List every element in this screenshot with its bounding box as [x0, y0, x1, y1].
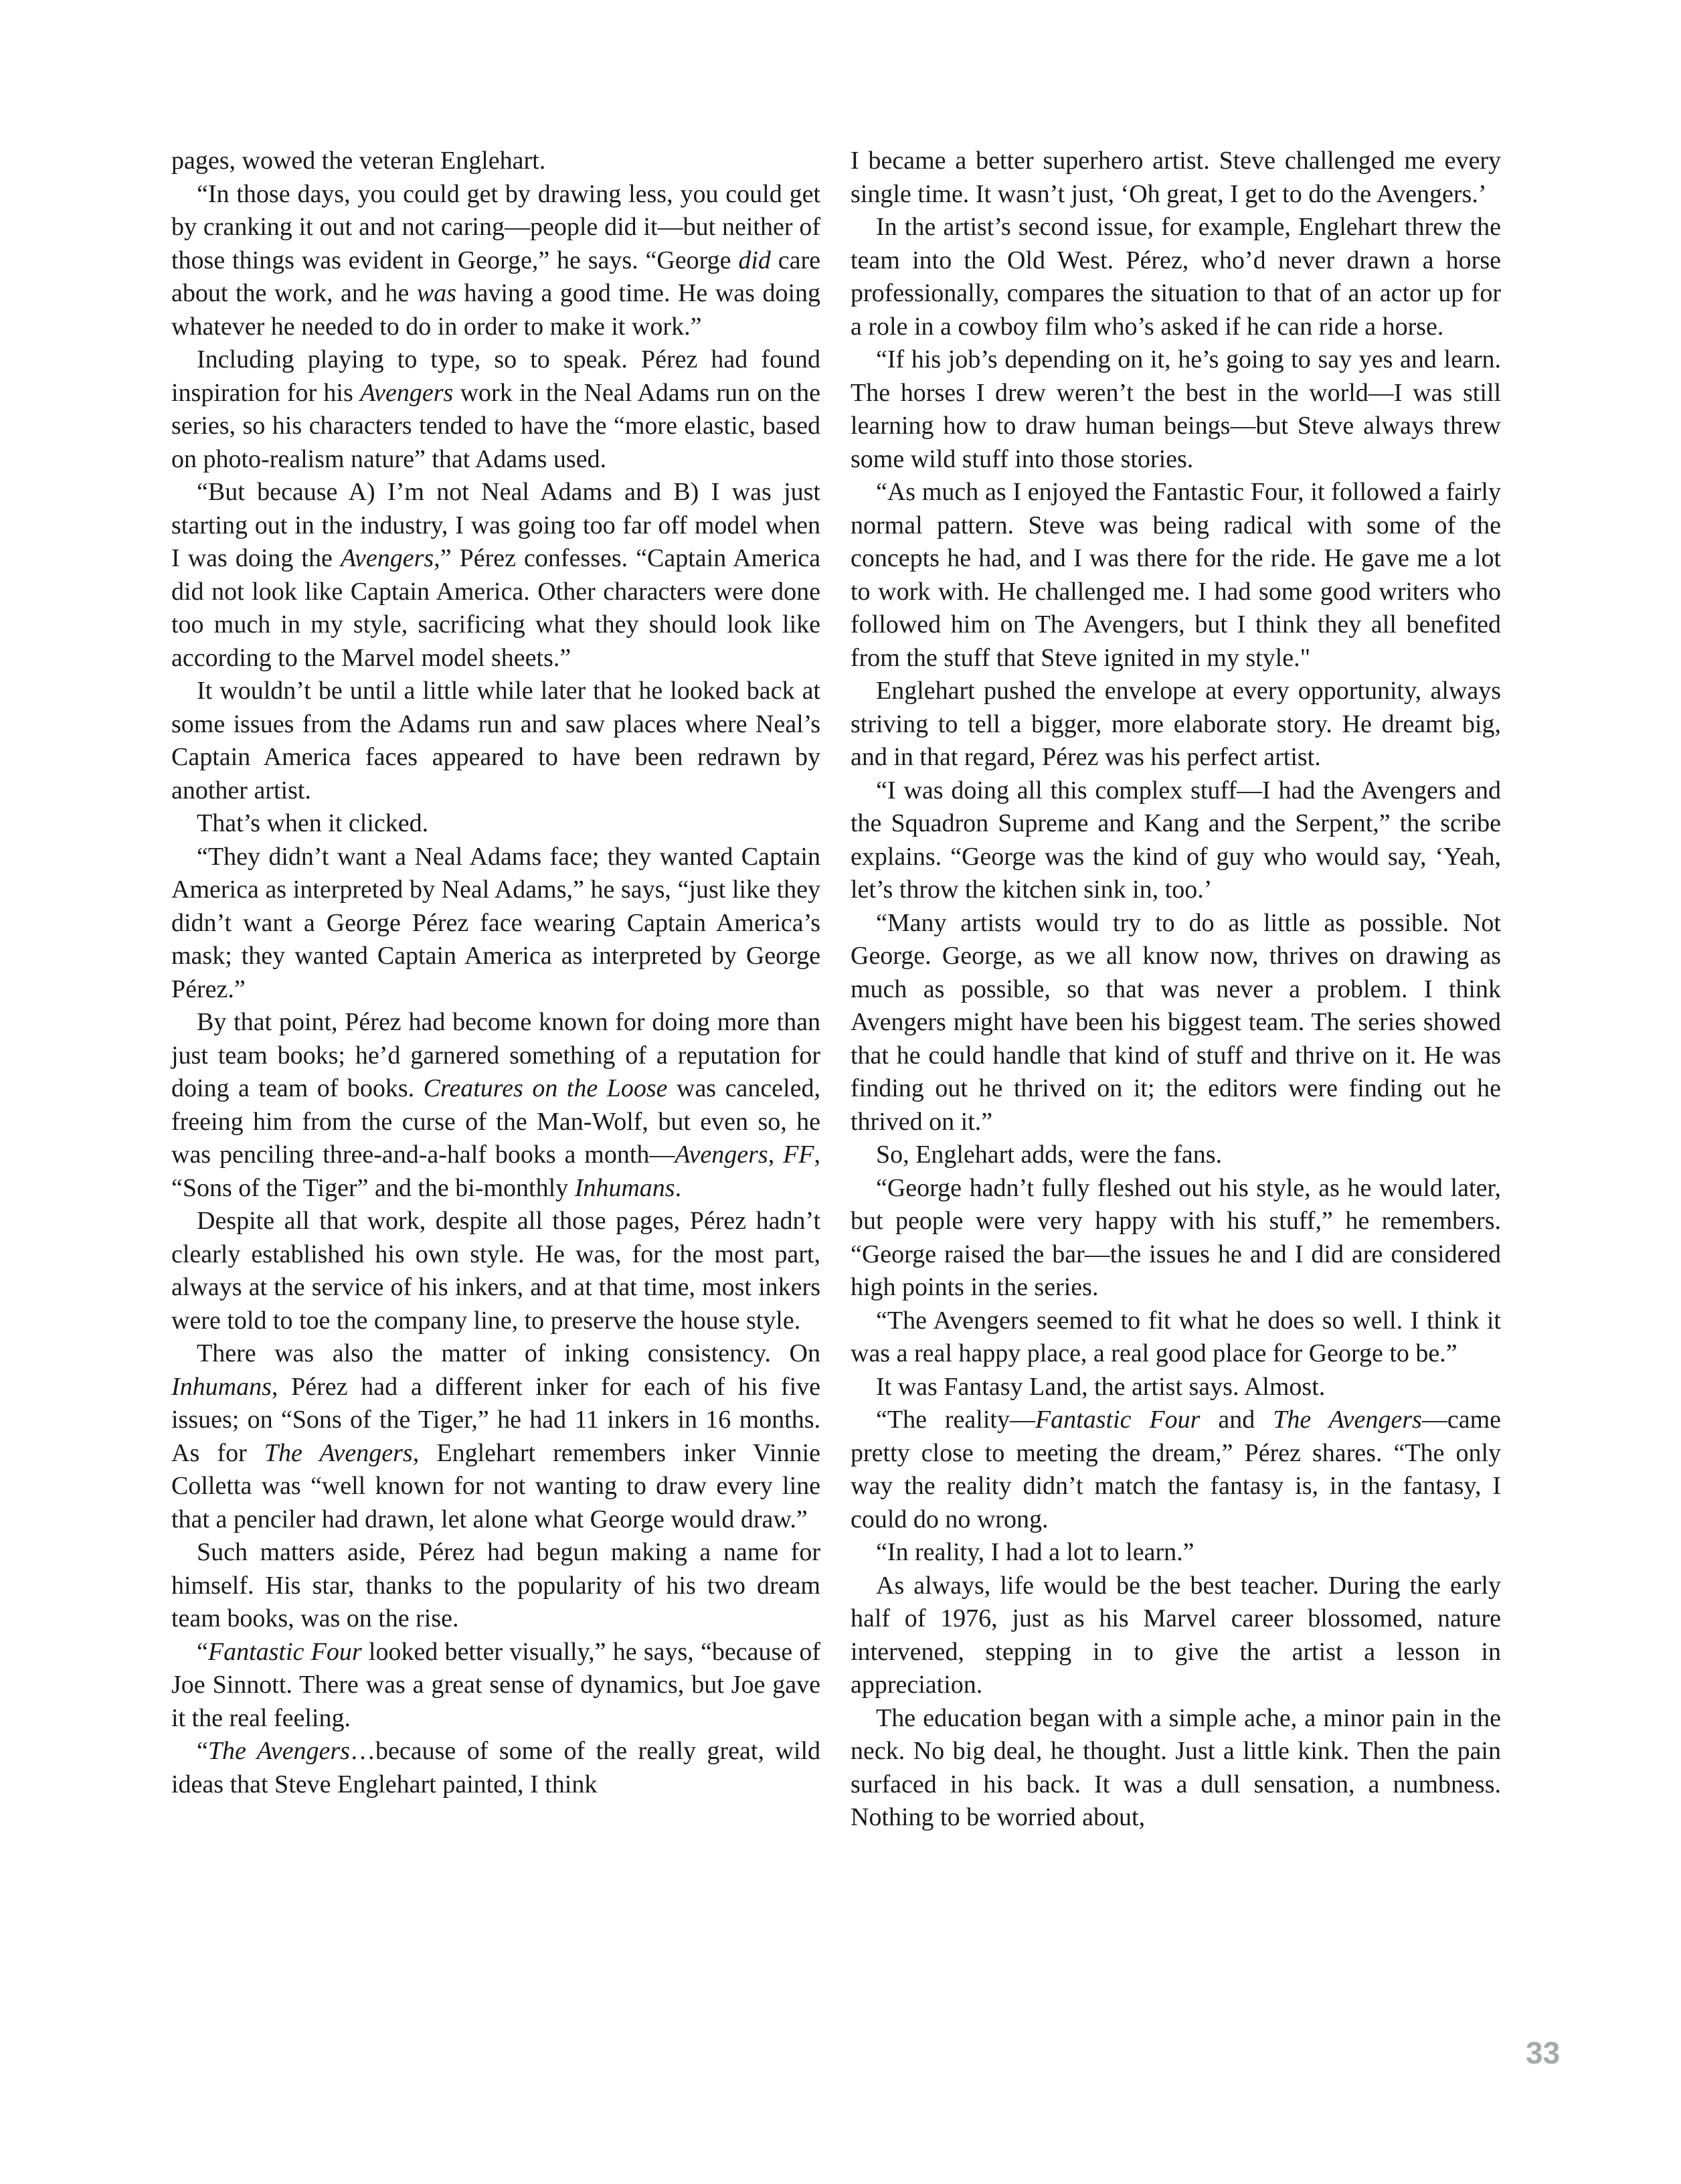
- paragraph: [851, 675, 1501, 774]
- text-run: ,: [768, 1141, 784, 1169]
- text-run: and: [1200, 1406, 1273, 1434]
- italic-title: The Avengers: [207, 1737, 350, 1765]
- italic-title: Avengers: [675, 1141, 768, 1169]
- italic-title: did: [738, 246, 771, 274]
- text-run: “I was doing all this complex stuff—I had the Avengers and the Squadron Supreme and Kang and the Serpent,” the scribe explains. “George was the kind of guy who would say, ‘Yeah, let’s throw the kitchen sink in, too.’: [851, 776, 1501, 904]
- text-run: In the artist’s second issue, for example, Englehart threw the team into the Old West. Pérez, who’d never drawn a horse professionally, compares the situation to that of an actor up for a role in a cowboy film who’s asked if he can ride a horse.: [851, 213, 1501, 341]
- text-run: There was also the matter of inking consistency. On: [197, 1339, 820, 1367]
- paragraph: [851, 1570, 1501, 1702]
- text-run: .: [675, 1173, 682, 1202]
- paragraph: [851, 145, 1501, 211]
- italic-title: Creatures on the Loose: [423, 1074, 668, 1102]
- paragraph: [171, 1205, 820, 1337]
- page-number: 33: [1526, 2035, 1561, 2070]
- italic-title: Inhumans: [171, 1372, 272, 1401]
- paragraph: [851, 1702, 1501, 1835]
- text-run: “They didn’t want a Neal Adams face; they wanted Captain America as interpreted by Neal Adams,” he says, “just like they didn’t want a George Pérez face wearing Captain America’s mask; they wanted Captain America as interpreted by George Pérez.”: [171, 842, 820, 1003]
- paragraph: [171, 1006, 820, 1205]
- text-run: That’s when it clicked.: [197, 809, 429, 837]
- paragraph: [171, 476, 820, 675]
- paragraph: [851, 343, 1501, 476]
- paragraph: [851, 1305, 1501, 1371]
- text-run: —came pretty close to meeting the dream,” Pérez shares. “The only way the reality didn’t match the fantasy is, in the fantasy, I could do no wrong.: [851, 1406, 1501, 1533]
- paragraph: [171, 1636, 820, 1736]
- text-run: As always, life would be the best teacher. During the early half of 1976, just as his Marvel career blossomed, nature intervened, stepping in to give the artist a lesson in appreciation.: [851, 1571, 1501, 1699]
- text-run: It was Fantasy Land, the artist says. Almost.: [876, 1372, 1326, 1401]
- text-run: , Englehart remembers inker Vinnie Colletta was “well known for not wanting to draw every line that a penciler had drawn, let alone what George would draw.”: [171, 1438, 820, 1533]
- paragraph: [851, 211, 1501, 343]
- italic-title: Avengers: [340, 544, 434, 572]
- italic-title: Avengers: [360, 378, 454, 407]
- text-run: The education began with a simple ache, a minor pain in the neck. No big deal, he thought. Just a little kink. Then the pain surfaced in his back. It was a dull sensation, a numbness. Nothing to be worried about,: [851, 1703, 1501, 1831]
- text-run: It wouldn’t be until a little while later that he looked back at some issues from the Adams run and saw places where Neal’s Captain America faces appeared to have been redrawn by another artist.: [171, 677, 820, 805]
- text-run: pages, wowed the veteran Englehart.: [171, 147, 546, 175]
- italic-title: Inhumans: [574, 1173, 675, 1202]
- paragraph: [171, 675, 820, 807]
- right-text-column: [851, 145, 1501, 1835]
- paragraph: [171, 178, 820, 344]
- text-run: “: [197, 1637, 208, 1666]
- text-run: , “Sons of the Tiger” and the bi-monthly: [171, 1141, 821, 1202]
- paragraph: [171, 1337, 820, 1536]
- text-run: By that point, Pérez had become known for doing more than just team books; he’d garnered something of a reputation for doing a team of books.: [171, 1008, 820, 1102]
- left-text-column: [171, 145, 820, 1801]
- paragraph: [851, 1139, 1501, 1172]
- text-run: work in the Neal Adams run on the series, so his characters tended to have the “more elastic, based on photo-realism nature” that Adams used.: [171, 378, 820, 473]
- text-run: “Many artists would try to do as little as possible. Not George. George, as we all know now, thrives on drawing as much as possible, so that was never a problem. I think Avengers might have been his biggest team. The series showed that he could handle that kind of stuff and thrive on it. He was finding out he thrived on it; the editors were finding out he thrived on it.”: [851, 908, 1501, 1136]
- paragraph: [851, 774, 1501, 907]
- text-run: Including playing to type, so to speak. Pérez had found inspiration for his: [171, 345, 820, 407]
- text-run: “In reality, I had a lot to learn.”: [876, 1538, 1195, 1566]
- text-run: “The reality—: [876, 1406, 1035, 1434]
- italic-title: FF: [783, 1141, 814, 1169]
- paragraph: [851, 476, 1501, 675]
- paragraph: [851, 1404, 1501, 1536]
- paragraph: [171, 145, 820, 178]
- text-run: “As much as I enjoyed the Fantastic Four, it followed a fairly normal pattern. Steve was being radical with some of the concepts he had, and I was there for the ride. He gave me a lot to work with. He challenged me. I had some good writers who followed him on The Avengers, but I think they all benefited from the stuff that Steve ignited in my style.": [851, 478, 1501, 672]
- text-run: Such matters aside, Pérez had begun making a name for himself. His star, thanks to the popularity of his two dream team books, was on the rise.: [171, 1538, 820, 1632]
- text-run: , Pérez had a different inker for each of his five issues; on “Sons of the Tiger,” he had 11 inkers in 16 months. As for: [171, 1372, 820, 1467]
- text-run: Englehart pushed the envelope at every opportunity, always striving to tell a bigger, more elaborate story. He dreamt big, and in that regard, Pérez was his perfect artist.: [851, 677, 1501, 771]
- paragraph: [851, 1536, 1501, 1570]
- paragraph: [171, 841, 820, 1007]
- text-run: looked better visually,” he says, “because of Joe Sinnott. There was a great sense of dynamics, but Joe gave it the real feeling.: [171, 1637, 821, 1732]
- paragraph: [171, 1735, 820, 1801]
- text-run: “In those days, you could get by drawing less, you could get by cranking it out and not caring—people did it—but neither of those things was evident in George,” he says. “George: [171, 179, 820, 274]
- paragraph: [171, 343, 820, 476]
- text-run: “: [197, 1737, 208, 1765]
- paragraph: [851, 1172, 1501, 1305]
- text-run: “The Avengers seemed to fit what he does so well. I think it was a real happy place, a real good place for George to be.”: [851, 1306, 1501, 1367]
- text-run: care about the work, and he: [171, 246, 820, 307]
- paragraph: [171, 807, 820, 841]
- text-run: ,” Pérez confesses. “Captain America did not look like Captain America. Other characters were done too much in my style, sacrificing what they should look like according to the Marvel model sheets.”: [171, 544, 820, 672]
- italic-title: was: [416, 279, 456, 307]
- italic-title: The Avengers: [264, 1438, 413, 1467]
- text-run: “George hadn’t fully fleshed out his style, as he would later, but people were very happy with his stuff,” he remembers. “George raised the bar—the issues he and I did are considered high points in the series.: [851, 1173, 1501, 1301]
- paragraph: [851, 907, 1501, 1139]
- italic-title: Fantastic Four: [207, 1637, 362, 1666]
- paragraph: [851, 1371, 1501, 1404]
- text-run: …because of some of the really great, wild ideas that Steve Englehart painted, I think: [171, 1737, 821, 1798]
- text-run: So, Englehart adds, were the fans.: [876, 1141, 1223, 1169]
- paragraph: [171, 1536, 820, 1636]
- text-run: having a good time. He was doing whatever he needed to do in order to make it work.”: [171, 279, 820, 341]
- text-run: Despite all that work, despite all those pages, Pérez hadn’t clearly established his own style. He was, for the most part, always at the service of his inkers, and at that time, most inkers were told to toe the company line, to preserve the house style.: [171, 1207, 820, 1335]
- text-run: I became a better superhero artist. Steve challenged me every single time. It wasn’t just, ‘Oh great, I get to do the Avengers.’: [851, 147, 1501, 208]
- text-run: “If his job’s depending on it, he’s going to say yes and learn. The horses I drew weren’t the best in the world—I was still learning how to draw human beings—but Steve always threw some wild stuff into those stories.: [851, 345, 1501, 473]
- italic-title: The Avengers: [1273, 1406, 1422, 1434]
- text-run: “But because A) I’m not Neal Adams and B) I was just starting out in the industry, I was going too far off model when I was doing the: [171, 478, 820, 572]
- text-run: was canceled, freeing him from the curse of the Man-Wolf, but even so, he was penciling three-and-a-half books a month—: [171, 1074, 820, 1169]
- italic-title: Fantastic Four: [1035, 1406, 1201, 1434]
